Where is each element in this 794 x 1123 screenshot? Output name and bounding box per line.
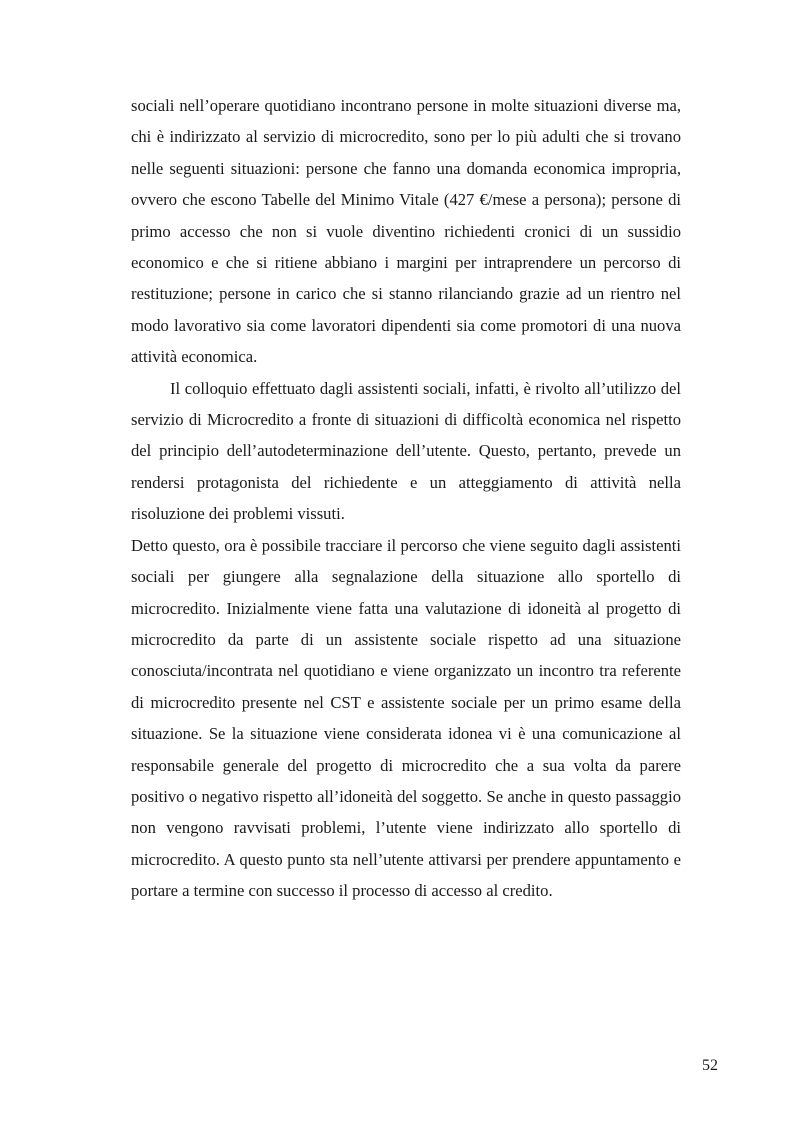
paragraph-1: sociali nell’operare quotidiano incontrano persone in molte situazioni diverse ma, chi è indirizzato al servizio di microcredito, sono per lo più adulti che si trovano nelle seguenti situazioni: persone che fanno una domanda economica impropria, ovvero che escono Tabelle del Minimo Vitale (427 €/mese a persona); persone di primo accesso che non si vuole diventino richiedenti cronici di un sussidio economico e che si ritiene abbiano i margini per intraprendere un percorso di restituzione; persone in carico che si stanno rilanciando grazie ad un rientro nel modo lavorativo sia come lavoratori dipendenti sia come promotori di una nuova attività economica. — [131, 96, 681, 367]
body-text — [131, 90, 681, 907]
paragraph-3: Detto questo, ora è possibile tracciare il percorso che viene seguito dagli assistenti sociali per giungere alla segnalazione della situazione allo sportello di microcredito. Inizialmente viene fatta una valutazione di idoneità al progetto di microcredito da parte di un assistente sociale rispetto ad una situazione conosciuta/incontrata nel quotidiano e viene organizzato un incontro tra referente di microcredito presente nel CST e assistente sociale per un primo esame della situazione. Se la situazione viene considerata idonea vi è una comunicazione al responsabile generale del progetto di microcredito che a sua volta da parere positivo o negativo rispetto all’idoneità del soggetto. Se anche in questo passaggio non vengono ravvisati problemi, l’utente viene indirizzato allo sportello di microcredito. A questo punto sta nell’utente attivarsi per prendere appuntamento e portare a termine con successo il processo di accesso al credito. — [131, 535, 681, 901]
page-number: 52 — [702, 1057, 718, 1074]
paragraph-2: Il colloquio effettuato dagli assistenti sociali, infatti, è rivolto all’utilizzo del servizio di Microcredito a fronte di situazioni di difficoltà economica nel rispetto del principio dell’autodeterminazione dell’utente. Questo, pertanto, prevede un rendersi protagonista del richiedente e un atteggiamento di attività nella risoluzione dei problemi vissuti. — [131, 378, 681, 524]
